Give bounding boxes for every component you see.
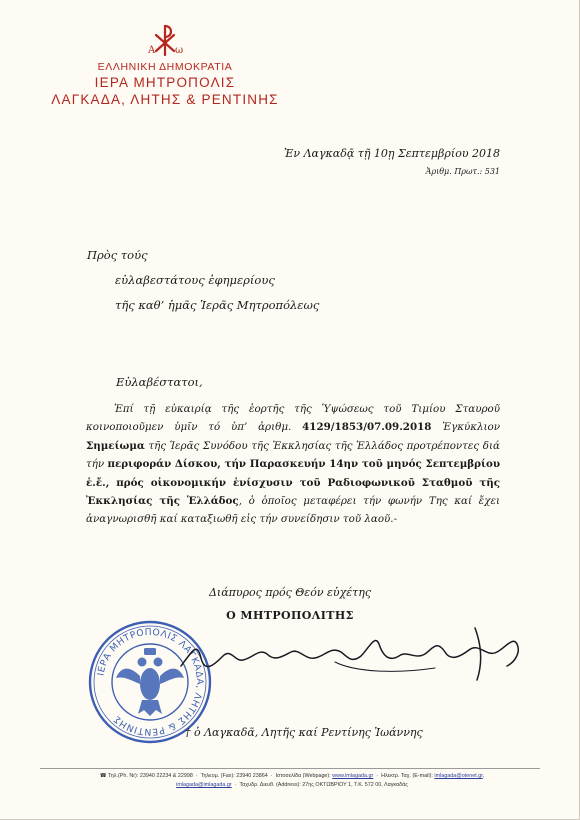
body-text-4: , ὁ ὁποῖος μεταφέρει τήν φωνήν Της καί ἔχει ἀναγνωρισθῆ καί καταξιωθῆ εἰς τήν συνείδησιν τοῦ λαοῦ.-: [86, 495, 501, 526]
svg-text:ω: ω: [175, 45, 184, 56]
body-text-2: Ἐγκύκλιον: [431, 421, 501, 434]
letterhead: [40, 22, 290, 108]
recipient-line: εὐλαβεστάτους ἐφημερίους: [115, 273, 275, 287]
body-text-3: τῆς Ἱερᾶς Συνόδου τῆς Ἐκκλησίας τῆς Ἑλλάδος προτρέποντες διά τήν: [86, 439, 500, 471]
chi-rho-emblem-icon: [146, 22, 184, 58]
letterhead-line-2: ΙΕΡΑ ΜΗΤΡΟΠΟΛΙΣ: [94, 75, 236, 90]
letter-body: [86, 400, 500, 529]
date-line: Ἐν Λαγκαδᾷ τῇ 10ῃ Σεπτεμβρίου 2018: [284, 147, 500, 160]
footer-website-link[interactable]: www.imlagada.gr: [332, 773, 374, 779]
letterhead-line-3: ΛΑΓΚΑΔΑ, ΛΗΤΗΣ & ΡΕΝΤΙΝΗΣ: [51, 92, 279, 107]
recipient-line: τῆς καθ’ ἡμᾶς Ἱερᾶς Μητροπόλεως: [115, 298, 320, 312]
closing-line: Διάπυρος πρός Θεόν εὐχέτης: [208, 586, 372, 599]
circular-number: 4129/1853/07.09.2018: [302, 421, 432, 434]
collection-emphasis: περιφοράν Δίσκου, τήν Παρασκευήν 14ην τοῦ μηνός Σεπτεμβρίου ἐ.ἔ., πρός οἰκονομικήν ἐνίσχυσιν τοῦ Ραδιοφωνικοῦ Σταθμοῦ τῆς Ἐκκλησίας τῆς Ἑλλάδος: [86, 458, 500, 508]
body-paragraph: [86, 400, 500, 529]
footer-divider: [40, 768, 540, 769]
letterhead-line-1: ΕΛΛΗΝΙΚΗ ΔΗΜΟΚΡΑΤΙΑ: [97, 61, 233, 73]
footer-email-label: Ηλεκτρ. Ταχ. (E-mail):: [381, 773, 433, 779]
salutation: Εὐλαβέστατοι,: [116, 375, 203, 389]
note-word: Σημείωμα: [86, 439, 145, 452]
svg-text:ΙΕΡΑ ΜΗΤΡΟΠΟΛΙΣ ΛΑΓΚΑΔΑ, ΛΗΤΗΣ: ΙΕΡΑ ΜΗΤΡΟΠΟΛΙΣ ΛΑΓΚΑΔΑ, ΛΗΤΗΣ & ΡΕΝΤΙΝΗΣ: [95, 626, 206, 738]
body-text-1: Ἐπί τῇ εὐκαιρίᾳ τῆς ἑορτῆς τῆς Ὑψώσεως τοῦ Τιμίου Σταυροῦ κοινοποιοῦμεν ὑμῖν τό ὑπ’ ἀριθμ.: [86, 403, 500, 434]
protocol-number: Ἀριθμ. Πρωτ.: 531: [425, 167, 500, 176]
letter-footer: ☎ Τηλ.(Ph. Nr): 23940 22234 & 22998 · Τηλεομ. (Fax): 23940 23864 · Ιστοσελίδα (Webpage): www.imlagada.gr · Ηλεκτρ. Ταχ. (E-mail): imlagada@otenet.gr, imlagada@imlagada.gr · Ταχυδρ. Διευθ. (Address): 27ης ΟΚΤΩΒΡΙΟΥ 1, Τ.Κ. 572 00, Λαγκαδάς: [99, 773, 485, 788]
footer-email-link-2[interactable]: imlagada@imlagada.gr: [176, 782, 232, 788]
footer-address: Ταχυδρ. Διευθ. (Address): 27ης ΟΚΤΩΒΡΙΟΥ 1, Τ.Κ. 572 00, Λαγκαδάς: [239, 782, 408, 788]
closing-title: Ο ΜΗΤΡΟΠΟΛΙΤΗΣ: [226, 609, 354, 622]
svg-text:A: A: [148, 45, 156, 56]
handwritten-signature-icon: [175, 622, 535, 682]
recipient-line: Πρὸς τούς: [87, 248, 148, 262]
footer-fax: Τηλεομ. (Fax): 23940 23864: [200, 773, 268, 779]
footer-email-link[interactable]: imlagada@otenet.gr: [434, 773, 483, 779]
signer-name: † ὁ Λαγκαδᾶ, Λητῆς καί Ρεντίνης Ἰωάννης: [185, 726, 423, 739]
recipients-block: [87, 243, 319, 318]
footer-web-label: Ιστοσελίδα (Webpage):: [275, 773, 331, 779]
footer-phone: ☎ Τηλ.(Ph. Nr): 23940 22234 & 22998: [99, 773, 193, 779]
